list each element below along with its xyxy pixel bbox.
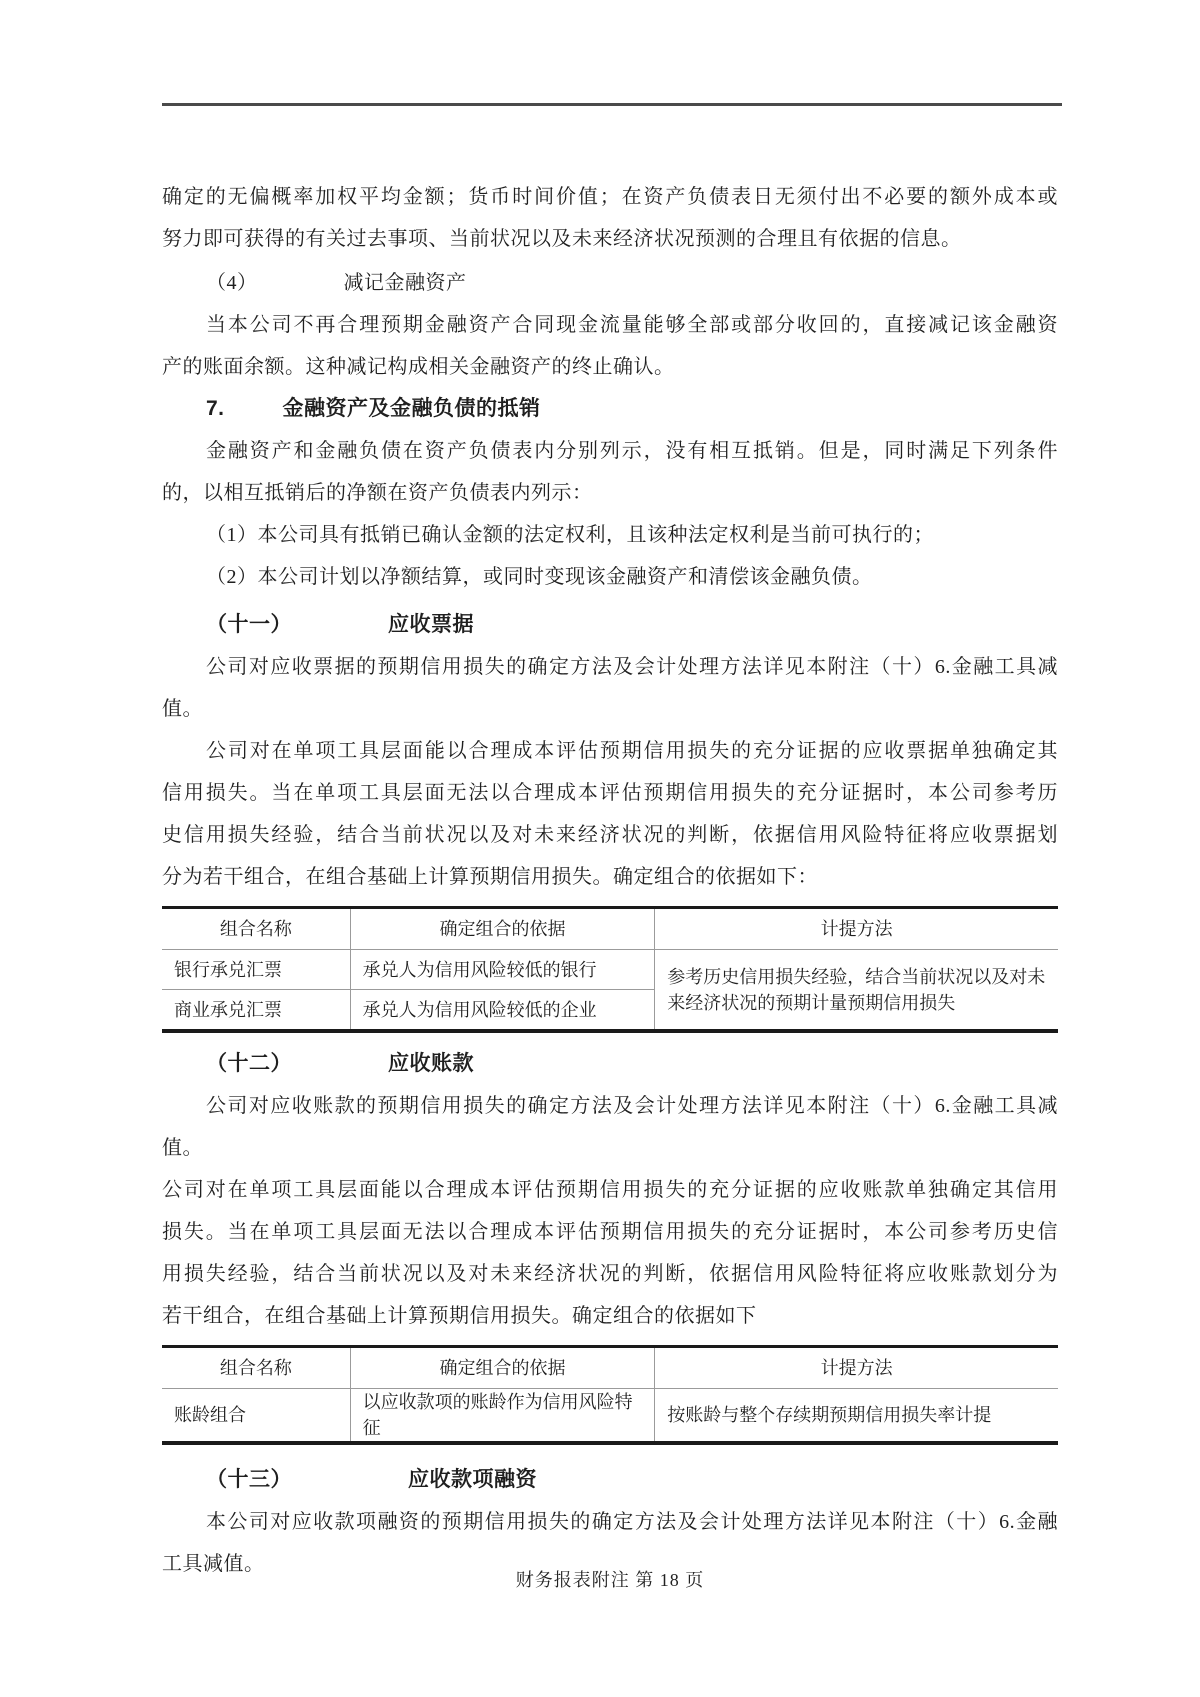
heading-title: 应收款项融资 <box>408 1468 537 1491</box>
table-header-cell: 确定组合的依据 <box>350 908 655 950</box>
heading-number: （十一） <box>206 613 292 636</box>
header-rule <box>162 103 1062 106</box>
text-line: 用损失经验，结合当前状况以及对未来经济状况的判断，依据信用风险特征将应收账款划分为 <box>162 1263 1058 1285</box>
text-line: 史信用损失经验，结合当前状况以及对未来经济状况的判断，依据信用风险特征将应收票据划 <box>162 824 1058 846</box>
heading-title: 金融资产及金融负债的抵销 <box>282 397 541 420</box>
table-row <box>162 950 1058 990</box>
table-header-row <box>162 1347 1058 1389</box>
heading-number: （十二） <box>206 1052 292 1075</box>
heading-writeoff <box>162 262 1058 304</box>
heading-offset <box>162 388 1058 430</box>
text-line: 值。 <box>162 698 203 720</box>
portfolio-table-receivables <box>162 1345 1058 1445</box>
table-cell: 商业承兑汇票 <box>162 990 350 1032</box>
portfolio-table-bills <box>162 906 1058 1033</box>
table-header-cell: 计提方法 <box>655 908 1058 950</box>
heading-accounts-receivable <box>162 1043 1058 1085</box>
table-header-cell: 组合名称 <box>162 908 350 950</box>
text-line: 本公司对应收款项融资的预期信用损失的确定方法及会计处理方法详见本附注（十）6.金融 <box>206 1511 1058 1533</box>
text-line: 工具减值。 <box>162 1553 265 1575</box>
table-cell: 账龄组合 <box>162 1389 350 1444</box>
page-footer: 财务报表附注 第 18 页 <box>515 1570 705 1590</box>
table-header-cell: 组合名称 <box>162 1347 350 1389</box>
table-cell: 银行承兑汇票 <box>162 950 350 990</box>
clause-item: （2）本公司计划以净额结算，或同时变现该金融资产和清偿该金融负债。 <box>206 566 873 588</box>
heading-number: （十三） <box>206 1468 292 1491</box>
document-body <box>162 176 1058 1585</box>
heading-number: 7. <box>206 397 225 420</box>
text-line: 公司对在单项工具层面能以合理成本评估预期信用损失的充分证据的应收票据单独确定其 <box>206 740 1058 762</box>
table-header-cell: 确定组合的依据 <box>350 1347 655 1389</box>
table-cell: 按账龄与整个存续期预期信用损失率计提 <box>655 1389 1058 1444</box>
text-line: 损失。当在单项工具层面无法以合理成本评估预期信用损失的充分证据时，本公司参考历史信 <box>162 1221 1058 1243</box>
text-line: 公司对在单项工具层面能以合理成本评估预期信用损失的充分证据的应收账款单独确定其信用 <box>162 1179 1058 1201</box>
text-line: 产的账面余额。这种减记构成相关金融资产的终止确认。 <box>162 356 675 378</box>
table-header-row <box>162 908 1058 950</box>
table-cell-merged: 参考历史信用损失经验，结合当前状况以及对未来经济状况的预期计量预期信用损失 <box>655 950 1058 1032</box>
text-line: 努力即可获得的有关过去事项、当前状况以及未来经济状况预测的合理且有依据的信息。 <box>162 228 962 250</box>
text-line: 当本公司不再合理预期金融资产合同现金流量能够全部或部分收回的，直接减记该金融资 <box>206 314 1058 336</box>
heading-receivables-financing <box>162 1459 1058 1501</box>
table-cell: 承兑人为信用风险较低的银行 <box>350 950 655 990</box>
text-line: 金融资产和金融负债在资产负债表内分别列示，没有相互抵销。但是，同时满足下列条件 <box>206 440 1058 462</box>
text-line: 公司对应收账款的预期信用损失的确定方法及会计处理方法详见本附注（十）6.金融工具减 <box>206 1095 1058 1117</box>
text-line: 值。 <box>162 1137 203 1159</box>
text-line: 确定的无偏概率加权平均金额；货币时间价值；在资产负债表日无须付出不必要的额外成本或 <box>162 186 1058 208</box>
table-cell: 以应收款项的账龄作为信用风险特征 <box>350 1389 655 1444</box>
text-line: 信用损失。当在单项工具层面无法以合理成本评估预期信用损失的充分证据时，本公司参考历 <box>162 782 1058 804</box>
heading-title: 应收账款 <box>388 1052 474 1075</box>
text-line: 公司对应收票据的预期信用损失的确定方法及会计处理方法详见本附注（十）6.金融工具减 <box>206 656 1058 678</box>
table-header-cell: 计提方法 <box>655 1347 1058 1389</box>
heading-number: （4） <box>206 272 258 294</box>
heading-title: 应收票据 <box>388 613 474 636</box>
heading-notes-receivable <box>162 604 1058 646</box>
clause-item: （1）本公司具有抵销已确认金额的法定权利，且该种法定权利是当前可执行的； <box>206 524 934 546</box>
text-line: 若干组合，在组合基础上计算预期信用损失。确定组合的依据如下 <box>162 1305 757 1327</box>
text-line: 分为若干组合，在组合基础上计算预期信用损失。确定组合的依据如下： <box>162 866 818 888</box>
heading-title: 减记金融资产 <box>343 272 467 294</box>
table-row <box>162 1389 1058 1444</box>
table-cell: 承兑人为信用风险较低的企业 <box>350 990 655 1032</box>
text-line: 的，以相互抵销后的净额在资产负债表内列示： <box>162 482 593 504</box>
